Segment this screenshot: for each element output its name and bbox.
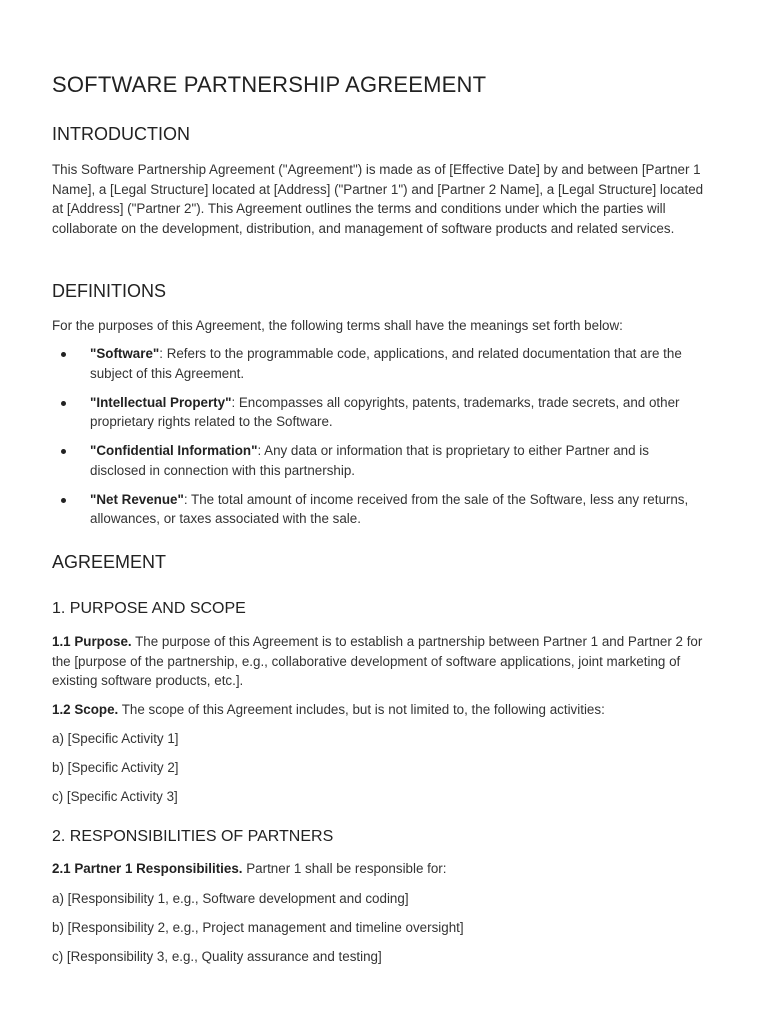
document-title: SOFTWARE PARTNERSHIP AGREEMENT bbox=[52, 72, 487, 97]
introduction-heading: INTRODUCTION bbox=[52, 124, 190, 144]
definitions-intro: For the purposes of this Agreement, the following terms shall have the meanings set forth below: bbox=[52, 318, 623, 333]
bullet-icon bbox=[61, 449, 66, 454]
definition-text: : Any data or information that is proprietary to either Partner and is disclosed in connection with this partnership. bbox=[90, 443, 649, 478]
section-1-2-text: The scope of this Agreement includes, but is not limited to, the following activities: bbox=[118, 702, 605, 717]
definition-text: : Encompasses all copyrights, patents, trademarks, trade secrets, and other proprietary rights related to the Software. bbox=[90, 394, 680, 430]
section-1-2-paragraph bbox=[52, 700, 605, 720]
definition-term: "Confidential Information" bbox=[90, 443, 258, 459]
section-2-1-label: 2.1 Partner 1 Responsibilities. bbox=[52, 861, 243, 876]
definition-term: "Net Revenue" bbox=[90, 491, 184, 507]
section-2-heading: 2. RESPONSIBILITIES OF PARTNERS bbox=[52, 828, 334, 845]
definition-term: "Software" bbox=[90, 346, 160, 361]
definition-term: "Intellectual Property" bbox=[90, 394, 232, 410]
definitions-heading: DEFINITIONS bbox=[52, 281, 167, 301]
definition-item-software bbox=[52, 344, 705, 383]
definition-item-net-revenue bbox=[52, 490, 705, 529]
definition-text: : The total amount of income received from the sale of the Software, less any returns, allowances, or taxes associated with the sale. bbox=[90, 491, 689, 527]
section-1-heading: 1. PURPOSE AND SCOPE bbox=[52, 600, 246, 617]
section-1-1-text: The purpose of this Agreement is to establish a partnership between Partner 1 and Partner 2 for the [purpose of the partnership, e.g., collaborative development of software applications, joint marketing of existing software products, etc.]. bbox=[52, 634, 703, 689]
agreement-heading: AGREEMENT bbox=[52, 552, 167, 572]
section-1-1-paragraph bbox=[52, 632, 707, 691]
responsibility-item: b) [Responsibility 2, e.g., Project management and timeline oversight] bbox=[52, 920, 464, 935]
definition-item-intellectual-property bbox=[52, 393, 705, 432]
introduction-paragraph: This Software Partnership Agreement ("Agreement") is made as of [Effective Date] by and between [Partner 1 Name], a [Legal Structure] located at [Address] ("Partner 1") and [Partner 2 Name], a [Legal Structure] located at [Address] ("Partner 2"). This Agreement outlines the terms and conditions under which the parties will collaborate on the development, distribution, and management of software products and related services. bbox=[52, 162, 704, 236]
section-1-2-label: 1.2 Scope. bbox=[52, 702, 119, 717]
bullet-icon bbox=[61, 352, 66, 357]
bullet-icon bbox=[61, 401, 66, 406]
section-2-1-text: Partner 1 shall be responsible for: bbox=[242, 861, 447, 876]
activity-item: a) [Specific Activity 1] bbox=[52, 731, 179, 746]
definition-text: : Refers to the programmable code, applications, and related documentation that are the subject of this Agreement. bbox=[90, 346, 682, 381]
responsibility-item: c) [Responsibility 3, e.g., Quality assurance and testing] bbox=[52, 949, 382, 964]
section-2-1-paragraph bbox=[52, 859, 446, 879]
definition-item-confidential-information bbox=[52, 441, 705, 480]
activity-item: b) [Specific Activity 2] bbox=[52, 760, 179, 775]
definitions-list bbox=[52, 344, 712, 538]
bullet-icon bbox=[61, 498, 66, 503]
responsibility-item: a) [Responsibility 1, e.g., Software development and coding] bbox=[52, 891, 409, 906]
section-1-1-label: 1.1 Purpose. bbox=[52, 634, 132, 649]
activity-item: c) [Specific Activity 3] bbox=[52, 789, 178, 804]
